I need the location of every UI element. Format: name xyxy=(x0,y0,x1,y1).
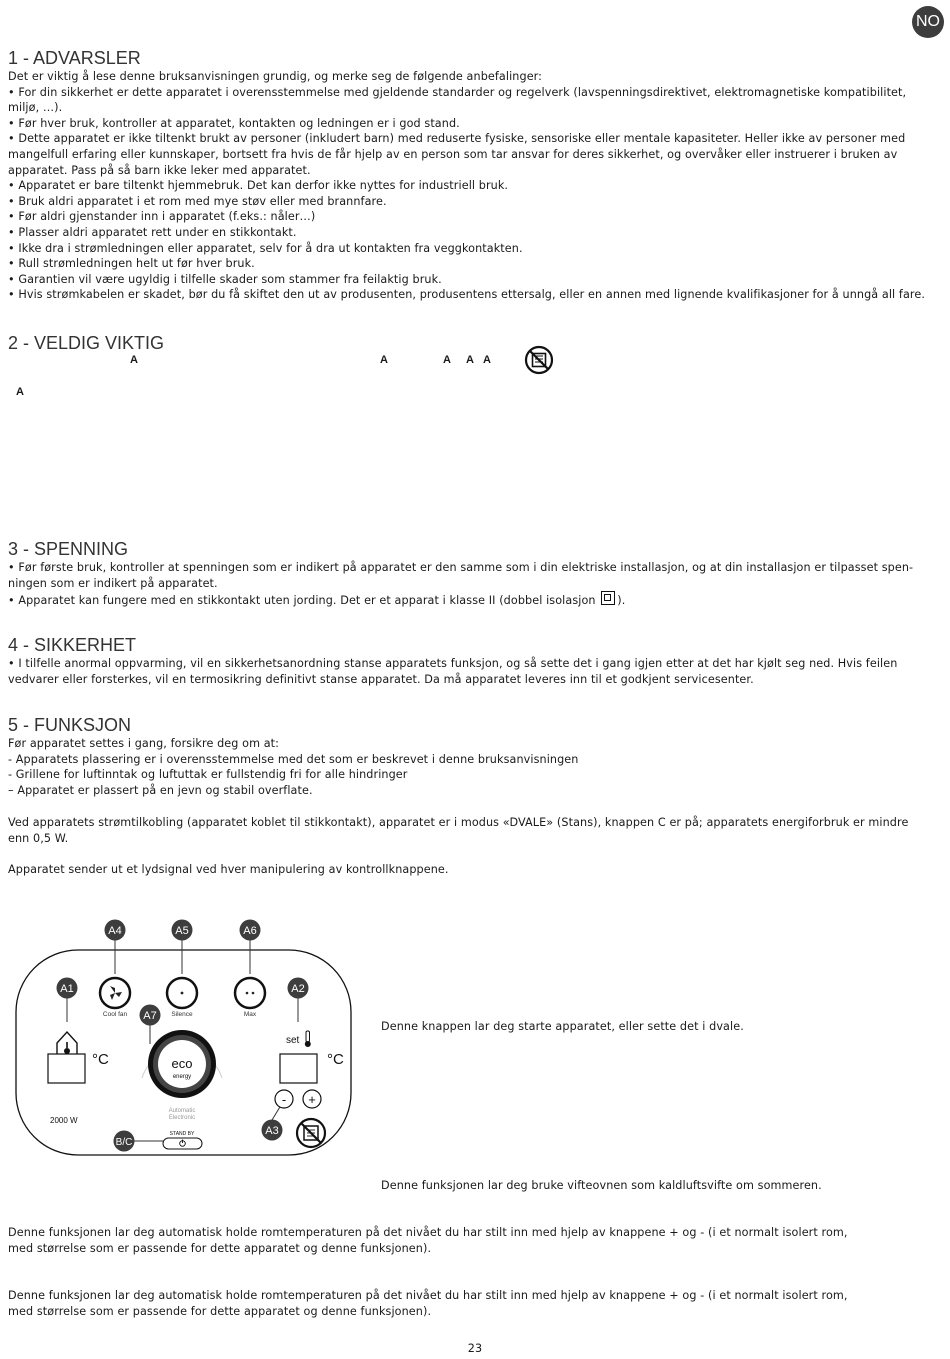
standby-label: STAND BY xyxy=(169,1131,195,1137)
text-line: – Apparatet er plassert på en jevn og stabil overflate. xyxy=(8,783,313,797)
text-line: mangelfull erfaring eller kunnskaper, bortsett fra hvis de får hjelp av en person som tar ansvar for deres sikkerhet, og overvåker eller instruerer i bruken av xyxy=(8,147,898,161)
callout-a4-label: A4 xyxy=(108,925,122,937)
section-1-title: 1 - ADVARSLER xyxy=(8,48,141,68)
text-line: med størrelse som er passende for dette apparatet og denne funksjonen). xyxy=(8,1241,432,1255)
text-line: • Dette apparatet er ikke tiltenkt brukt av personer (inkludert barn) med reduserte fysiske, sensoriske eller mentale kapasiteter. Heller ikke av personer med xyxy=(8,132,906,146)
callout-a3-label: A3 xyxy=(265,1125,279,1137)
text-line: vedvarer eller forsterkes, vil en termosikring definitivt stanse apparatet. Da må apparatet leveres inn til et godkjent servicesenter. xyxy=(8,672,754,686)
room-temperature-display xyxy=(48,1054,85,1083)
text-line xyxy=(8,591,913,609)
text-line: • Før første bruk, kontroller at spenningen som er indikert på apparatet er den samme som i din elektriske installasjon, og at din installasjon er tilpasset spen- xyxy=(8,561,914,574)
section-4-body xyxy=(8,656,897,687)
section-1-body xyxy=(8,69,925,303)
callout-a1-label: A1 xyxy=(60,983,74,995)
electronic-label: Electronic xyxy=(168,1115,196,1121)
warning-mark: A xyxy=(16,386,24,398)
page-number: 23 xyxy=(467,1342,483,1355)
text-line: miljø, …). xyxy=(8,101,63,115)
function-paragraph-2 xyxy=(8,1288,848,1319)
max-button xyxy=(235,978,265,1008)
plus-label: + xyxy=(308,1092,316,1107)
celsius-left: °C xyxy=(92,1051,109,1068)
section-2-title: 2 - VELDIG VIKTIG xyxy=(8,333,165,353)
celsius-right: °C xyxy=(327,1051,344,1068)
double-insulation-icon xyxy=(601,591,615,605)
text-line: • Bruk aldri apparatet i et rom med mye støv eller med brannfare. xyxy=(8,194,387,208)
silence-button xyxy=(167,978,197,1008)
text-line: • Plasser aldri apparatet rett under en stikkontakt. xyxy=(8,225,297,239)
warning-mark: A xyxy=(380,354,388,366)
warning-mark: A xyxy=(443,354,451,366)
eco-label: eco xyxy=(171,1056,193,1071)
text-line: Ved apparatets strømtilkobling (apparatet koblet til stikkontakt), apparatet er i modus «DVALE» (Stans), knappen C er på; apparatets energiforbruk er mindre xyxy=(8,816,909,829)
cool-fan-label: Cool fan xyxy=(102,1011,128,1018)
do-not-cover-icon xyxy=(297,1119,325,1147)
cool-fan-description: Denne funksjonen lar deg bruke vifteovnen som kaldluftsvifte om sommeren. xyxy=(381,1179,822,1192)
callout-a2-label: A2 xyxy=(291,983,305,995)
text-line: med størrelse som er passende for dette apparatet og denne funksjonen). xyxy=(8,1304,432,1318)
text-line: • Rull strømledningen helt ut før hver bruk. xyxy=(8,257,255,271)
max-label: Max xyxy=(243,1011,257,1018)
callout-bc-label: B/C xyxy=(115,1137,133,1148)
power-rating: 2000 W xyxy=(50,1116,78,1125)
automatic-label: Automatic xyxy=(168,1108,196,1114)
callout-a5-label: A5 xyxy=(175,925,189,937)
text-line: • Hvis strømkabelen er skadet, bør du få skiftet den ut av produsenten, produsentens ettersalg, eller en annen med lignende kvalifikasjoner for å unngå all fare. xyxy=(8,288,926,302)
silence-label: Silence xyxy=(171,1011,193,1018)
do-not-cover-icon xyxy=(524,345,554,375)
section-3-title: 3 - SPENNING xyxy=(8,539,129,559)
text-fragment: ). xyxy=(617,594,626,608)
text-fragment: • Apparatet kan fungere med en stikkontakt uten jording. Det er et apparat i klasse II (dobbel isolasjon xyxy=(8,594,600,608)
text-line: Før apparatet settes i gang, forsikre deg om at: xyxy=(8,737,280,750)
minus-label: - xyxy=(281,1092,287,1107)
language-badge: NO xyxy=(912,6,944,38)
standby-button xyxy=(163,1138,202,1149)
text-line: • For din sikkerhet er dette apparatet i overensstemmelse med gjeldende standarder og regelverk (lavspenningsdirektivet, elektromagnetiske kompatibilitet, xyxy=(8,85,907,99)
text-line: apparatet. Pass på så barn ikke leker med apparatet. xyxy=(8,163,311,177)
section-5-title: 5 - FUNKSJON xyxy=(8,715,132,735)
text-line: • Før hver bruk, kontroller at apparatet, kontakten og ledningen er i god stand. xyxy=(8,116,460,130)
text-line: - Grillene for luftinntak og luftuttak er fullstendig fri for alle hindringer xyxy=(8,768,408,782)
text-line: • Før aldri gjenstander inn i apparatet (f.eks.: nåler…) xyxy=(8,210,316,224)
text-line: Denne funksjonen lar deg automatisk holde romtemperaturen på det nivået du har stilt inn med hjelp av knappene + og - (i et normalt isolert rom, xyxy=(8,1289,848,1302)
text-line: ningen som er indikert på apparatet. xyxy=(8,576,218,590)
text-line: - Apparatets plassering er i overensstemmelse med det som er beskrevet i denne bruksanvisningen xyxy=(8,752,579,766)
text-line: enn 0,5 W. xyxy=(8,831,69,845)
section-3-body xyxy=(8,560,913,609)
section-5-intro xyxy=(8,736,578,798)
warning-mark: A xyxy=(466,354,474,366)
text-line: • Apparatet er bare tiltenkt hjemmebruk. Det kan derfor ikke nyttes for industriell bruk. xyxy=(8,179,509,193)
set-temperature-display xyxy=(280,1054,317,1083)
cool-fan-button xyxy=(100,978,130,1008)
control-panel-diagram xyxy=(10,912,360,1162)
section-5-sound: Apparatet sender ut et lydsignal ved hver manipulering av kontrollknappene. xyxy=(8,863,449,876)
function-paragraph-1 xyxy=(8,1225,848,1256)
section-5-standby xyxy=(8,815,908,846)
text-line: Denne funksjonen lar deg automatisk holde romtemperaturen på det nivået du har stilt inn med hjelp av knappene + og - (i et normalt isolert rom, xyxy=(8,1226,848,1239)
warning-mark: A xyxy=(483,354,491,366)
energy-label: energy xyxy=(172,1074,192,1080)
text-line: • I tilfelle anormal oppvarming, vil en sikkerhetsanordning stanse apparatets funksjon, og så sette det i gang igjen etter at det har kjølt seg ned. Hvis feilen xyxy=(8,657,898,670)
text-line: • Ikke dra i strømledningen eller apparatet, selv for å dra ut kontakten fra veggkontakten. xyxy=(8,241,523,255)
warning-mark: A xyxy=(130,354,138,366)
text-line: Det er viktig å lese denne bruksanvisningen grundig, og merke seg de følgende anbefalinger: xyxy=(8,70,543,83)
section-4-title: 4 - SIKKERHET xyxy=(8,635,137,655)
text-line: • Garantien vil være ugyldig i tilfelle skader som stammer fra feilaktig bruk. xyxy=(8,272,442,286)
set-label: set xyxy=(286,1035,300,1046)
callout-a7-label: A7 xyxy=(143,1010,157,1022)
standby-description: Denne knappen lar deg starte apparatet, eller sette det i dvale. xyxy=(381,1020,744,1033)
callout-a6-label: A6 xyxy=(243,925,257,937)
